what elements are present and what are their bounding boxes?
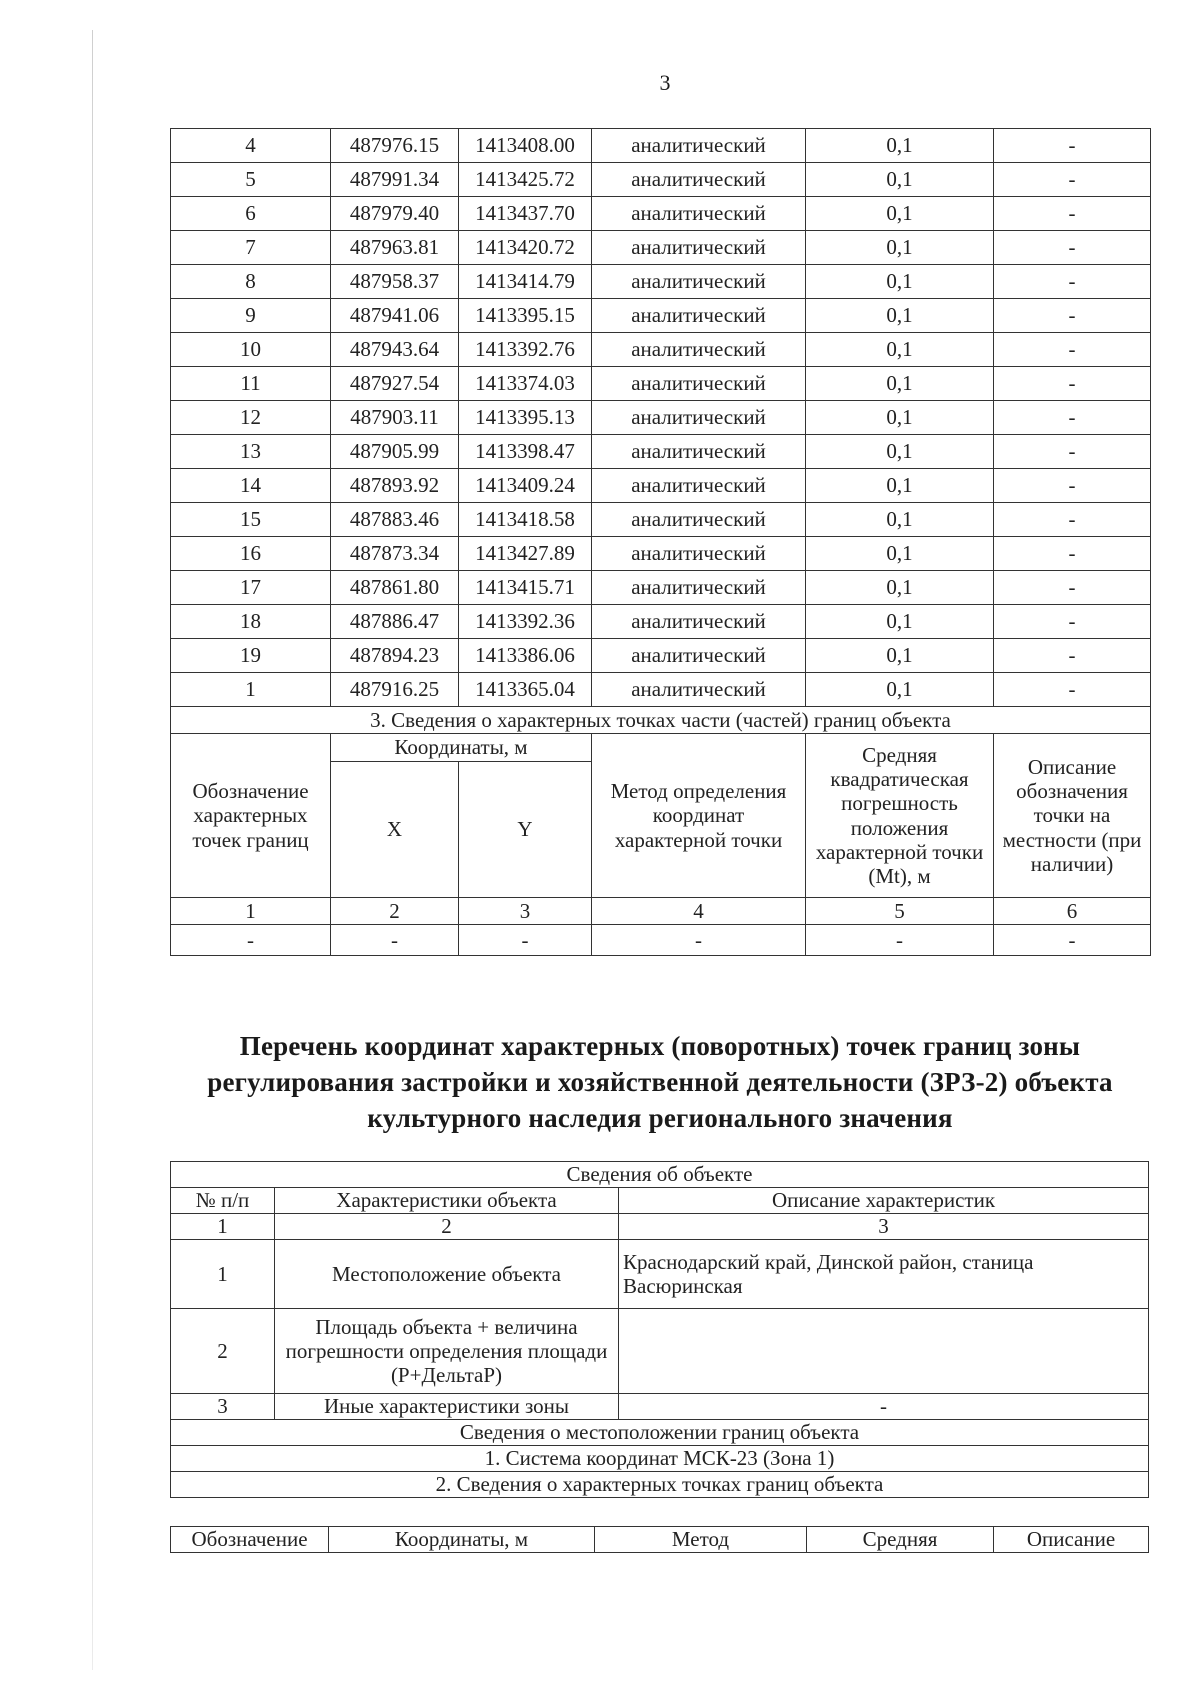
description-cell: - bbox=[994, 129, 1151, 163]
header-row-top bbox=[171, 734, 1151, 762]
coord-row bbox=[171, 333, 1151, 367]
error-cell: 0,1 bbox=[806, 129, 994, 163]
section3-title: 3. Сведения о характерных точках части (частей) границ объекта bbox=[171, 707, 1151, 734]
x-cell: 487903.11 bbox=[331, 401, 459, 435]
point-cell: 18 bbox=[171, 605, 331, 639]
object-row-area bbox=[171, 1309, 1149, 1394]
column-number: 4 bbox=[592, 898, 806, 925]
error-cell: 0,1 bbox=[806, 537, 994, 571]
method-cell: аналитический bbox=[592, 639, 806, 673]
row-description: - bbox=[619, 1394, 1149, 1420]
error-cell: 0,1 bbox=[806, 469, 994, 503]
x-cell: 487861.80 bbox=[331, 571, 459, 605]
x-cell: 487991.34 bbox=[331, 163, 459, 197]
point-cell: 10 bbox=[171, 333, 331, 367]
y-cell: 1413415.71 bbox=[459, 571, 592, 605]
method-cell: аналитический bbox=[592, 197, 806, 231]
object-row-other bbox=[171, 1394, 1149, 1420]
description-cell: - bbox=[994, 469, 1151, 503]
coord-row bbox=[171, 265, 1151, 299]
y-cell: 1413386.06 bbox=[459, 639, 592, 673]
bottom-header-description: Описание bbox=[994, 1527, 1149, 1553]
header-method: Метод определения координат характерной точки bbox=[592, 734, 806, 898]
object-table-numbers-row bbox=[171, 1214, 1149, 1240]
error-cell: 0,1 bbox=[806, 299, 994, 333]
error-cell: 0,1 bbox=[806, 401, 994, 435]
column-number: 5 bbox=[806, 898, 994, 925]
coord-row bbox=[171, 639, 1151, 673]
error-cell: 0,1 bbox=[806, 265, 994, 299]
coord-row bbox=[171, 197, 1151, 231]
coord-system: 1. Система координат МСК-23 (Зона 1) bbox=[171, 1446, 1149, 1472]
row-description bbox=[619, 1309, 1149, 1394]
method-cell: аналитический bbox=[592, 265, 806, 299]
y-cell: 1413365.04 bbox=[459, 673, 592, 707]
location-title-row bbox=[171, 1420, 1149, 1446]
x-cell: 487979.40 bbox=[331, 197, 459, 231]
header-point-designation: Обозначение характерных точек границ bbox=[171, 734, 331, 898]
y-cell: 1413408.00 bbox=[459, 129, 592, 163]
coord-row bbox=[171, 435, 1151, 469]
x-cell: 487894.23 bbox=[331, 639, 459, 673]
column-number: 1 bbox=[171, 898, 331, 925]
x-cell: 487886.47 bbox=[331, 605, 459, 639]
point-cell: 17 bbox=[171, 571, 331, 605]
document-heading: Перечень координат характерных (поворотных) точек границ зоны регулирования застройки и хозяйственной деятельности (ЗРЗ-2) объекта культурного наследия регионального значения bbox=[207, 1031, 1113, 1133]
point-cell: 5 bbox=[171, 163, 331, 197]
error-cell: 0,1 bbox=[806, 367, 994, 401]
description-cell: - bbox=[994, 503, 1151, 537]
y-cell: 1413418.58 bbox=[459, 503, 592, 537]
point-cell: 11 bbox=[171, 367, 331, 401]
x-cell: 487941.06 bbox=[331, 299, 459, 333]
error-cell: 0,1 bbox=[806, 435, 994, 469]
coord-row bbox=[171, 469, 1151, 503]
point-cell: 14 bbox=[171, 469, 331, 503]
description-cell: - bbox=[994, 163, 1151, 197]
column-number: 3 bbox=[459, 898, 592, 925]
empty-cell: - bbox=[592, 925, 806, 956]
description-cell: - bbox=[994, 435, 1151, 469]
description-cell: - bbox=[994, 265, 1151, 299]
point-cell: 12 bbox=[171, 401, 331, 435]
method-cell: аналитический bbox=[592, 571, 806, 605]
x-cell: 487916.25 bbox=[331, 673, 459, 707]
scan-edge-line bbox=[92, 30, 93, 1670]
coord-row bbox=[171, 503, 1151, 537]
method-cell: аналитический bbox=[592, 333, 806, 367]
y-cell: 1413395.13 bbox=[459, 401, 592, 435]
method-cell: аналитический bbox=[592, 129, 806, 163]
description-cell: - bbox=[994, 299, 1151, 333]
coord-row bbox=[171, 129, 1151, 163]
header-num: № п/п bbox=[171, 1188, 275, 1214]
method-cell: аналитический bbox=[592, 503, 806, 537]
y-cell: 1413437.70 bbox=[459, 197, 592, 231]
bottom-header-designation: Обозначение bbox=[171, 1527, 329, 1553]
point-cell: 6 bbox=[171, 197, 331, 231]
y-cell: 1413398.47 bbox=[459, 435, 592, 469]
coordinates-table-body bbox=[171, 129, 1151, 956]
error-cell: 0,1 bbox=[806, 605, 994, 639]
error-cell: 0,1 bbox=[806, 163, 994, 197]
point-cell: 19 bbox=[171, 639, 331, 673]
method-cell: аналитический bbox=[592, 469, 806, 503]
header-characteristic-description: Описание характеристик bbox=[619, 1188, 1149, 1214]
empty-cell: - bbox=[331, 925, 459, 956]
method-cell: аналитический bbox=[592, 605, 806, 639]
y-cell: 1413392.76 bbox=[459, 333, 592, 367]
column-number: 6 bbox=[994, 898, 1151, 925]
method-cell: аналитический bbox=[592, 401, 806, 435]
header-y: Y bbox=[459, 762, 592, 898]
object-info-table bbox=[170, 1161, 1149, 1498]
object-row-location bbox=[171, 1240, 1149, 1309]
y-cell: 1413425.72 bbox=[459, 163, 592, 197]
section3-title-row bbox=[171, 707, 1151, 734]
empty-cell: - bbox=[994, 925, 1151, 956]
row-characteristic: Иные характеристики зоны bbox=[275, 1394, 619, 1420]
bottom-header-method: Метод bbox=[595, 1527, 807, 1553]
x-cell: 487893.92 bbox=[331, 469, 459, 503]
row-characteristic: Местоположение объекта bbox=[275, 1240, 619, 1309]
description-cell: - bbox=[994, 673, 1151, 707]
column-number: 2 bbox=[331, 898, 459, 925]
points-title: 2. Сведения о характерных точках границ объекта bbox=[171, 1472, 1149, 1498]
x-cell: 487958.37 bbox=[331, 265, 459, 299]
method-cell: аналитический bbox=[592, 163, 806, 197]
point-cell: 16 bbox=[171, 537, 331, 571]
coord-row bbox=[171, 605, 1151, 639]
description-cell: - bbox=[994, 537, 1151, 571]
description-cell: - bbox=[994, 367, 1151, 401]
point-cell: 1 bbox=[171, 673, 331, 707]
error-cell: 0,1 bbox=[806, 639, 994, 673]
point-cell: 8 bbox=[171, 265, 331, 299]
x-cell: 487943.64 bbox=[331, 333, 459, 367]
object-table-header-row bbox=[171, 1188, 1149, 1214]
error-cell: 0,1 bbox=[806, 673, 994, 707]
coord-system-row bbox=[171, 1446, 1149, 1472]
method-cell: аналитический bbox=[592, 435, 806, 469]
method-cell: аналитический bbox=[592, 231, 806, 265]
coord-row bbox=[171, 367, 1151, 401]
description-cell: - bbox=[994, 639, 1151, 673]
method-cell: аналитический bbox=[592, 367, 806, 401]
location-title: Сведения о местоположении границ объекта bbox=[171, 1420, 1149, 1446]
row-description: Краснодарский край, Динской район, станица Васюринская bbox=[619, 1240, 1149, 1309]
coord-row bbox=[171, 231, 1151, 265]
point-cell: 15 bbox=[171, 503, 331, 537]
row-num: 3 bbox=[171, 1394, 275, 1420]
coordinates-table bbox=[170, 128, 1151, 956]
description-cell: - bbox=[994, 231, 1151, 265]
coord-row bbox=[171, 299, 1151, 333]
x-cell: 487927.54 bbox=[331, 367, 459, 401]
coord-row bbox=[171, 537, 1151, 571]
empty-cell: - bbox=[459, 925, 592, 956]
error-cell: 0,1 bbox=[806, 503, 994, 537]
error-cell: 0,1 bbox=[806, 571, 994, 605]
bottom-header-coordinates: Координаты, м bbox=[329, 1527, 595, 1553]
points-title-row bbox=[171, 1472, 1149, 1498]
x-cell: 487976.15 bbox=[331, 129, 459, 163]
empty-cell: - bbox=[171, 925, 331, 956]
y-cell: 1413414.79 bbox=[459, 265, 592, 299]
empty-cell: - bbox=[806, 925, 994, 956]
row-num: 1 bbox=[171, 1240, 275, 1309]
description-cell: - bbox=[994, 571, 1151, 605]
bottom-header-row bbox=[171, 1527, 1149, 1553]
description-cell: - bbox=[994, 333, 1151, 367]
x-cell: 487873.34 bbox=[331, 537, 459, 571]
bottom-header-error: Средняя bbox=[807, 1527, 994, 1553]
column-number: 1 bbox=[171, 1214, 275, 1240]
empty-data-row bbox=[171, 925, 1151, 956]
header-coordinates: Координаты, м bbox=[331, 734, 592, 762]
y-cell: 1413409.24 bbox=[459, 469, 592, 503]
error-cell: 0,1 bbox=[806, 231, 994, 265]
object-table-title: Сведения об объекте bbox=[171, 1162, 1149, 1188]
column-number: 2 bbox=[275, 1214, 619, 1240]
row-characteristic: Площадь объекта + величина погрешности определения площади (P+ДельтаP) bbox=[275, 1309, 619, 1394]
x-cell: 487905.99 bbox=[331, 435, 459, 469]
description-cell: - bbox=[994, 605, 1151, 639]
header-characteristic: Характеристики объекта bbox=[275, 1188, 619, 1214]
point-cell: 4 bbox=[171, 129, 331, 163]
error-cell: 0,1 bbox=[806, 333, 994, 367]
coord-row bbox=[171, 673, 1151, 707]
y-cell: 1413392.36 bbox=[459, 605, 592, 639]
point-cell: 9 bbox=[171, 299, 331, 333]
y-cell: 1413427.89 bbox=[459, 537, 592, 571]
row-num: 2 bbox=[171, 1309, 275, 1394]
method-cell: аналитический bbox=[592, 299, 806, 333]
header-error: Средняя квадратическая погрешность положения характерной точки (Mt), м bbox=[806, 734, 994, 898]
page-number: 3 bbox=[659, 70, 671, 95]
bottom-header-table bbox=[170, 1526, 1149, 1553]
x-cell: 487963.81 bbox=[331, 231, 459, 265]
y-cell: 1413395.15 bbox=[459, 299, 592, 333]
coord-row bbox=[171, 571, 1151, 605]
header-x: X bbox=[331, 762, 459, 898]
object-table-title-row bbox=[171, 1162, 1149, 1188]
header-description: Описание обозначения точки на местности (при наличии) bbox=[994, 734, 1151, 898]
method-cell: аналитический bbox=[592, 673, 806, 707]
method-cell: аналитический bbox=[592, 537, 806, 571]
point-cell: 7 bbox=[171, 231, 331, 265]
coord-row bbox=[171, 401, 1151, 435]
x-cell: 487883.46 bbox=[331, 503, 459, 537]
description-cell: - bbox=[994, 197, 1151, 231]
coord-row bbox=[171, 163, 1151, 197]
point-cell: 13 bbox=[171, 435, 331, 469]
column-numbers-row bbox=[171, 898, 1151, 925]
y-cell: 1413420.72 bbox=[459, 231, 592, 265]
error-cell: 0,1 bbox=[806, 197, 994, 231]
description-cell: - bbox=[994, 401, 1151, 435]
column-number: 3 bbox=[619, 1214, 1149, 1240]
y-cell: 1413374.03 bbox=[459, 367, 592, 401]
